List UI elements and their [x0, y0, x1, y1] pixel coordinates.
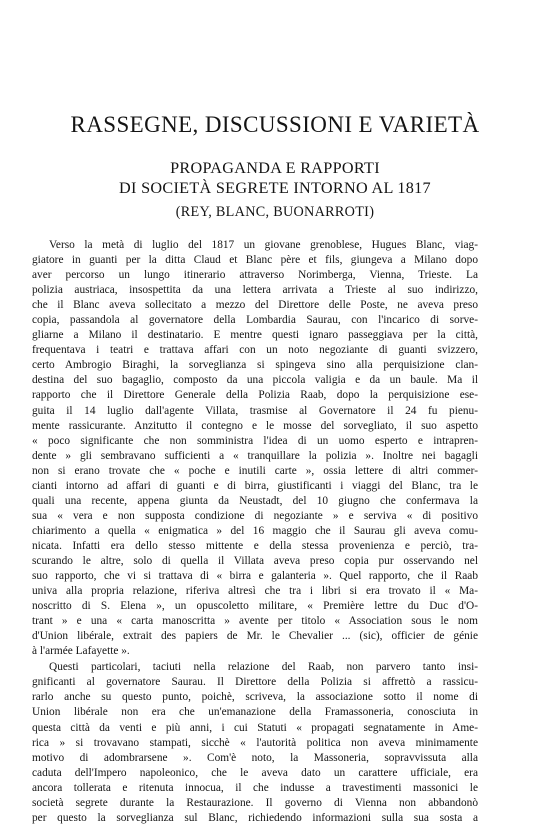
article-title-line: PROPAGANDA E RAPPORTI — [170, 159, 380, 177]
body-text-line: chiarimento a quella « enigmatica » del 16 maggio che il Saurau gli aveva comu- — [32, 524, 478, 537]
body-text-line: non si erano trovate che « poche e inutili carte », ossia lettere di altri commer- — [32, 464, 478, 477]
body-text-line: Union libérale non era che un'emanazione della Framassoneria, conosciuta in — [32, 706, 478, 719]
body-text-line: à l'armée Lafayette ». — [32, 645, 130, 658]
body-text-line: giatore in guanti per la ditta Claud et Blanc père et fils, giungeva a Milano dopo — [32, 254, 478, 267]
body-text-line: aver percorso un lungo itinerario attraverso Norimberga, Vienna, Trieste. La — [32, 269, 478, 282]
body-text-line: ancora tollerata e ritenuta innocua, il che indusse a travestimenti massonici le — [32, 781, 478, 794]
body-text-line: scurando le altre, solo di quella il Villata aveva preso copia pur osservando nel — [32, 554, 478, 567]
body-text-line: quali una recente, appena giunta da Neustadt, del 10 giugno che confermava la — [32, 494, 478, 507]
body-text-line: guita il 14 luglio dall'agente Villata, trasmise al Governatore il 24 fu pienu- — [32, 404, 478, 417]
body-text-line: sua « vera e non supposta condizione di negoziante » e serviva « di positivo — [32, 509, 478, 522]
article-body — [32, 238, 478, 826]
body-text-line: d'Union libérale, extrait des papiers de Mr. le Chevalier ... (sic), officier de génie — [32, 630, 478, 643]
body-text-line: univa alla propria relazione, riferiva altresì che tra i libri si era trovato il « Ma- — [32, 585, 478, 598]
body-text-line: gliarne a Milano il destinatario. E mentre questi ignaro passeggiava per la città, — [32, 329, 478, 342]
body-text-line: rapporto che il Direttore Generale della Polizia Raab, dopo la perquisizione ese- — [32, 389, 478, 402]
article-title — [0, 158, 550, 198]
body-text-line: per questo la sorveglianza sul Blanc, richiedendo informazioni sulla sua sosta a — [32, 811, 478, 824]
body-text-line: suo rapporto, che vi si trattava di « birra e galanteria ». Quel rapporto, che il Raab — [32, 570, 478, 583]
body-text-line: rarlo anche su questo punto, poichè, scriveva, la associazione sotto il nome di — [32, 691, 478, 704]
body-text-line: polizia austriaca, insospettita da una lettera arrivata a Trieste al suo indirizzo, — [32, 284, 478, 297]
body-text-line: nicata. Infatti era dello stesso mittente e della stessa provenienza e perciò, tra- — [32, 539, 478, 552]
body-text-line: caduta dell'Impero napoleonico, che le aveva dato un carattere ufficiale, era — [32, 766, 478, 779]
body-text-line: « poco significante che non somministra l'idea di un uomo esperto e intrapren- — [32, 434, 478, 447]
article-title-line: DI SOCIETÀ SEGRETE INTORNO AL 1817 — [119, 179, 431, 197]
body-text-line: dente » gli sembravano sufficienti a « tranquillare la polizia ». Inoltre nei bagagli — [32, 449, 478, 462]
body-text-line: rica » si trovavano stampati, sicchè « l'autorità politica non aveva minimamente — [32, 736, 478, 749]
body-text-line: certo Ambrogio Biraghi, la sorveglianza si spingeva sino alla perquisizione clan- — [32, 359, 478, 372]
body-text-line: gnificanti al governatore Saurau. Il Direttore della Polizia si affrettò a rassicu- — [32, 676, 478, 689]
body-text-line: motivo di adombrarsene ». Com'è noto, la Massoneria, sopravvissuta alla — [32, 751, 478, 764]
body-text-line: Verso la metà di luglio del 1817 un giovane grenoblese, Hugues Blanc, viag- — [49, 239, 478, 251]
body-text-line: trant » e una « carta manoscritta » avente per titolo « Association sous le nom — [32, 615, 478, 628]
body-text-line: questa città da venti e più anni, i cui Statuti « propagati segnatamente in Ame- — [32, 721, 478, 734]
body-text-line: che il Blanc aveva sollecitato a mezzo del Direttore delle Poste, ne aveva preso — [32, 299, 478, 312]
body-text-line: società segrete durante la Restaurazione. Il governo di Vienna non abbandonò — [32, 796, 478, 809]
body-text-line: cianti intorno ad affari di guanti e di birra, giustificanti i viaggi del Blanc, tra le — [32, 479, 478, 492]
body-text-line: frequentava i teatri e trattava affari con un noto negoziante di guanti svizzero, — [32, 344, 478, 357]
body-text-line: Questi particolari, taciuti nella relazione del Raab, non parvero tanto insi- — [49, 661, 478, 674]
body-text-line: mente rassicurante. Anzitutto il contegno e le mosse del sorvegliato, il suo aspetto — [32, 419, 478, 432]
body-text-line: copia, passandola al governatore della Lombardia Saurau, con l'incarico di sorve- — [32, 314, 478, 327]
section-heading: RASSEGNE, DISCUSSIONI E VARIETÀ — [70, 112, 480, 137]
body-text-line: noscritto di S. Elena », un opuscoletto militare, « Première lettre du Duc d'O- — [32, 600, 478, 613]
body-text-line: destina del suo bagaglio, composto da una piccola valigia e da un baule. Ma il — [32, 374, 478, 387]
article-subtitle-authors: (REY, BLANC, BUONARROTI) — [175, 204, 375, 220]
